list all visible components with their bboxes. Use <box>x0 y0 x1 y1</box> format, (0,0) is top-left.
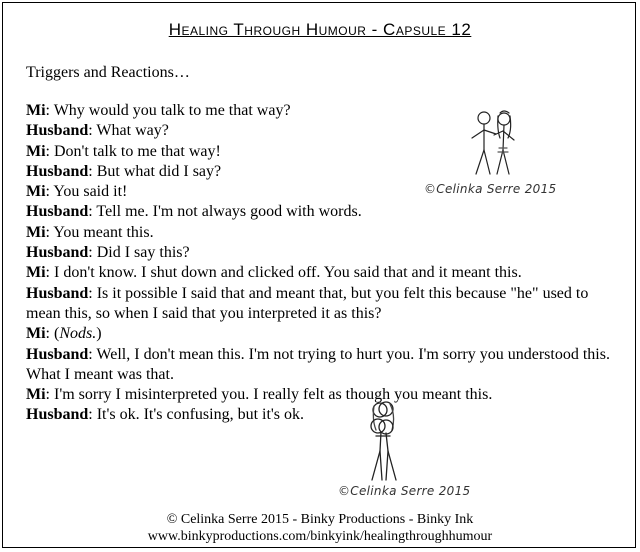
dialogue-text: : Why would you talk to me that way? <box>45 102 291 119</box>
dialogue <box>26 101 626 426</box>
speaker-name: Mi <box>26 223 46 241</box>
dialogue-line <box>26 162 626 182</box>
speaker-name: Husband <box>26 345 89 363</box>
copyright-footer: © Celinka Serre 2015 - Binky Productions - Binky Ink <box>166 512 474 527</box>
website-footer: www.binkyproductions.com/binkyink/healingthroughhumour <box>147 529 493 544</box>
speaker-name: Husband <box>26 203 89 221</box>
sketch-credit: ©Celinka Serre 2015 <box>424 182 557 196</box>
couple-sketch-bottom <box>356 396 416 482</box>
dialogue-text: : Don't talk to me that way! <box>45 142 221 160</box>
speaker-name: Husband <box>26 284 89 302</box>
dialogue-line <box>26 101 626 121</box>
speaker-name: Husband <box>26 122 89 140</box>
paren-open: ( <box>54 325 60 343</box>
dialogue-line <box>26 284 626 325</box>
dialogue-text: : But what did I say? <box>88 162 222 180</box>
dialogue-text: : What way? <box>88 122 169 140</box>
speaker-name: Mi <box>26 386 46 404</box>
speaker-name: Mi <box>26 264 46 282</box>
dialogue-text: : Did I say this? <box>88 244 190 262</box>
dialogue-line <box>26 142 626 162</box>
speaker-name: Mi <box>26 102 46 119</box>
dialogue-line <box>26 385 626 405</box>
paren-close: ) <box>96 325 102 343</box>
stage-direction: Nods. <box>59 325 97 343</box>
dialogue-line <box>26 263 626 283</box>
speaker-name: Husband <box>26 406 89 424</box>
dialogue-line <box>26 223 626 243</box>
sketch-credit: ©Celinka Serre 2015 <box>338 484 471 498</box>
dialogue-text: : I'm sorry I misinterpreted you. I really felt as though you meant this. <box>45 386 493 404</box>
dialogue-line <box>26 324 626 344</box>
dialogue-line <box>26 405 626 425</box>
dialogue-text: : Is it possible I said that and meant that, but you felt this because "he" used to mean this, so when I said that you interpreted it as this? <box>26 284 589 322</box>
intro-heading: Triggers and Reactions… <box>26 64 190 81</box>
dialogue-line <box>26 202 626 222</box>
dialogue-text: : You said it! <box>45 183 128 201</box>
page-title: Healing Through Humour - Capsule 12 <box>168 20 472 39</box>
dialogue-line <box>26 121 626 141</box>
dialogue-text: : It's ok. It's confusing, but it's ok. <box>88 406 305 424</box>
speaker-name: Mi <box>26 142 46 160</box>
speaker-name: Husband <box>26 162 89 180</box>
speaker-name: Mi <box>26 183 46 201</box>
dialogue-text: : You meant this. <box>45 223 154 241</box>
dialogue-line <box>26 345 626 386</box>
dialogue-line <box>26 243 626 263</box>
dialogue-text: : I don't know. I shut down and clicked off. You said that and it meant this. <box>45 264 522 282</box>
dialogue-text: : <box>45 325 54 343</box>
dialogue-text: : Tell me. I'm not always good with words. <box>88 203 362 221</box>
speaker-name: Mi <box>26 325 46 343</box>
speaker-name: Husband <box>26 244 89 262</box>
dialogue-text: : Well, I don't mean this. I'm not trying to hurt you. I'm sorry you understood this. What I meant was that. <box>26 345 610 383</box>
couple-sketch-top <box>462 108 532 178</box>
embracing-figures-drawing <box>356 396 416 482</box>
stick-figures-drawing <box>462 108 532 178</box>
